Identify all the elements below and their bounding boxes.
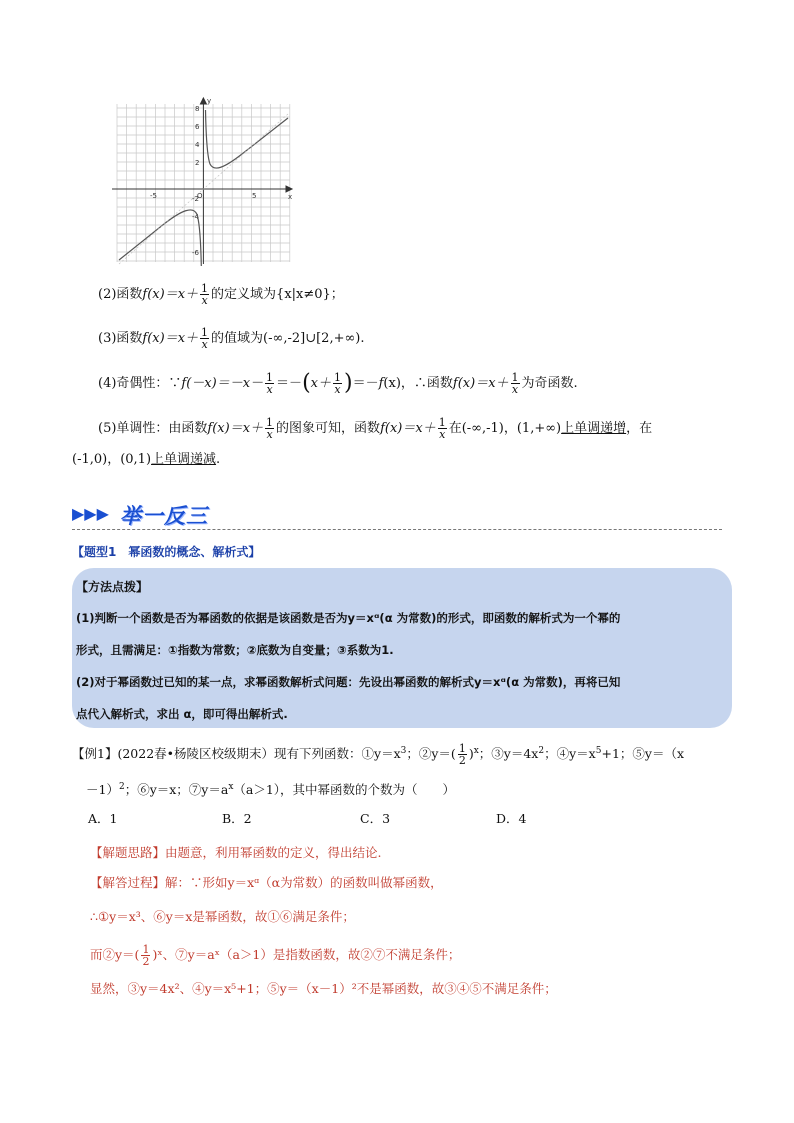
p5-line2-c: .	[216, 452, 221, 467]
p2-mid: (x)＝x＋	[147, 287, 199, 302]
p3-mid: (x)＝x＋	[147, 331, 199, 346]
example-l1-g: x	[473, 746, 479, 756]
p3-prefix: (3)函数	[98, 331, 143, 346]
solution-step-3: 显然，③y＝4x²、④y＝x⁵+1；⑤y＝（x－1）²不是幂函数，故③④⑤不满足条件；	[90, 981, 557, 996]
option-b: B．2	[222, 811, 252, 826]
p5-line2-a: (-1,0)，(0,1)	[72, 452, 152, 467]
p4-frac3-num: 1	[511, 371, 519, 384]
p2-f: f	[142, 287, 148, 302]
example-frac-num: 1	[458, 742, 466, 756]
option-a: A．1	[88, 811, 118, 826]
example-fraction	[458, 743, 467, 766]
process-text: 解：∵形如y＝xᵅ（α为常数）的函数叫做幂函数，	[165, 875, 443, 890]
p2-frac-num: 1	[201, 282, 209, 295]
p2-suffix: 的定义域为{x|x≠0}；	[211, 287, 344, 302]
property-parity	[98, 372, 578, 395]
p3-suffix: 的值域为(-∞,-2]∪[2,+∞).	[211, 331, 365, 346]
method-line-1: (1)判断一个函数是否为幂函数的依据是该函数是否为y＝xᵅ(α 为常数)的形式，即函数的解析式为一个幂的	[76, 611, 621, 625]
p2-fraction	[200, 283, 209, 306]
p5-a: (5)单调性：由函数	[98, 421, 208, 436]
property-range	[98, 327, 365, 350]
p5-i: ，在	[626, 421, 653, 436]
origin-label: O	[197, 192, 203, 200]
example-l2-e: （a＞1），其中幂函数的个数为（ ）	[233, 782, 456, 798]
x-axis-label: x	[288, 193, 293, 201]
idea-label: 【解题思路】	[90, 845, 166, 860]
x-tick-5: 5	[252, 192, 257, 200]
example-l1-b: 3	[400, 746, 407, 756]
s2-frac-den: 2	[142, 955, 150, 968]
s2-a: 而②y＝(	[90, 947, 140, 962]
s2-frac-num: 1	[142, 943, 150, 956]
example-line-2	[86, 778, 455, 799]
idea-text: 由题意，利用幂函数的定义，得出结论.	[165, 845, 382, 860]
p3-fraction	[200, 327, 209, 350]
example-l2-b: 2	[118, 782, 125, 792]
solution-step-2	[90, 944, 460, 967]
method-line-3: (2)对于幂函数过已知的某一点，求幂函数解析式问题：先设出幂函数的解析式y＝xᵅ(α 为常数)，再将已知	[76, 675, 621, 689]
p3-frac-den: x	[201, 338, 208, 351]
y-tick-8: 8	[195, 105, 200, 113]
p4-frac3-den: x	[511, 383, 519, 396]
p3-f: f	[142, 331, 148, 346]
s2-fraction	[141, 944, 150, 967]
example-line-1	[72, 742, 684, 766]
p4-e: x＋	[310, 376, 331, 391]
example-l1-i: 2	[538, 746, 545, 756]
x-tick-neg5: -5	[150, 192, 157, 200]
graph-axes	[112, 98, 292, 264]
p3-frac-num: 1	[201, 326, 209, 339]
p4-frac1-den: x	[266, 383, 273, 396]
banner-title: 举一反三	[120, 504, 208, 528]
p5-c: (x)＝x＋	[212, 421, 264, 436]
p4-f: ＝－	[352, 376, 379, 391]
curve-right-branch	[206, 110, 289, 168]
p4-c: (－x)＝－x－	[186, 376, 264, 391]
topic-title: 【题型1 幂函数的概念、解析式】	[72, 545, 261, 559]
p4-frac2-den: x	[334, 383, 341, 396]
p2-frac-den: x	[201, 294, 208, 307]
p4-i: f	[452, 376, 458, 391]
y-tick-neg2: -2	[192, 195, 199, 203]
example-l1-l: +1；⑤y＝（x	[601, 746, 685, 762]
method-heading: 【方法点拨】	[76, 580, 149, 594]
p4-h: (x)，∴函数	[383, 376, 453, 391]
property-monotonicity	[98, 417, 652, 440]
p5-fraction-2	[438, 417, 447, 440]
p4-fraction-3	[511, 372, 520, 395]
p4-b: f	[181, 376, 187, 391]
p4-d: ＝－	[276, 376, 303, 391]
y-tick-neg6: -6	[192, 249, 199, 257]
example-l2-d: x	[228, 782, 234, 792]
banner-arrows-icon: ▶▶▶	[72, 504, 109, 523]
p5-fraction-1	[265, 417, 274, 440]
p5-g: 在(-∞,-1)，(1,+∞)	[448, 421, 562, 436]
solution-idea	[90, 844, 382, 862]
s2-d: )ˣ、⑦y＝aˣ（a＞1）是指数函数，故②⑦不满足条件；	[152, 947, 461, 962]
p4-g: f	[378, 376, 384, 391]
curve-left-branch	[119, 210, 201, 266]
solution-process	[90, 874, 443, 892]
p4-fraction-2	[333, 372, 342, 395]
y-tick-2: 2	[195, 159, 200, 167]
function-graph	[112, 96, 296, 266]
example-l1-j: ；④y＝x	[544, 746, 596, 762]
property-domain	[98, 283, 344, 306]
p4-frac2-num: 1	[334, 371, 341, 384]
p5-d: 的图象可知，函数	[276, 421, 381, 436]
p5-e: f	[380, 421, 385, 436]
banner-divider	[72, 529, 722, 530]
y-tick-4: 4	[195, 141, 200, 149]
example-l1-h: ；③y＝4x	[478, 746, 539, 762]
y-tick-neg4: -4	[192, 213, 199, 221]
p4-j: (x)＝x＋	[457, 376, 509, 391]
example-l1-c: ；②y＝(	[406, 746, 456, 762]
option-c: C．3	[360, 811, 391, 826]
process-label: 【解答过程】	[90, 875, 166, 890]
y-tick-6: 6	[195, 123, 200, 131]
left-paren: (	[302, 370, 311, 396]
p4-a: (4)奇偶性：∵	[98, 376, 182, 391]
p5-frac2-num: 1	[438, 416, 446, 429]
p4-frac1-num: 1	[266, 371, 274, 384]
right-paren: )	[344, 370, 353, 396]
y-axis-label: y	[207, 97, 212, 105]
p4-k: 为奇函数.	[521, 376, 578, 391]
option-d: D．4	[496, 811, 527, 826]
example-l2-a: －1）	[86, 782, 119, 798]
example-l1-f: )	[468, 746, 474, 762]
p5-b: f	[207, 421, 213, 436]
property-monotonicity-line2	[72, 451, 220, 469]
solution-step-1: ∴①y＝x³、⑥y＝x是幂函数，故①⑥满足条件；	[90, 909, 355, 924]
example-l1-k: 5	[595, 746, 602, 756]
example-l2-c: ；⑥y＝x；⑦y＝a	[124, 782, 229, 798]
banner	[72, 498, 722, 532]
p5-h: 上单调递增	[561, 421, 627, 436]
p5-frac1-num: 1	[266, 416, 274, 429]
p5-line2-b: 上单调递减	[151, 452, 217, 467]
method-line-4: 点代入解析式，求出 α，即可得出解析式.	[76, 707, 288, 721]
p4-fraction-1	[265, 372, 274, 395]
example-frac-den: 2	[458, 754, 466, 768]
p2-prefix: (2)函数	[98, 287, 143, 302]
p5-f: (x)＝x＋	[384, 421, 436, 436]
example-l1-a: 【例1】(2022春•杨陵区校级期末）现有下列函数：①y＝x	[72, 746, 401, 762]
method-line-2: 形式，且需满足：①指数为常数；②底数为自变量；③系数为1.	[76, 643, 394, 657]
p5-frac2-den: x	[439, 428, 446, 441]
p5-frac1-den: x	[266, 428, 273, 441]
